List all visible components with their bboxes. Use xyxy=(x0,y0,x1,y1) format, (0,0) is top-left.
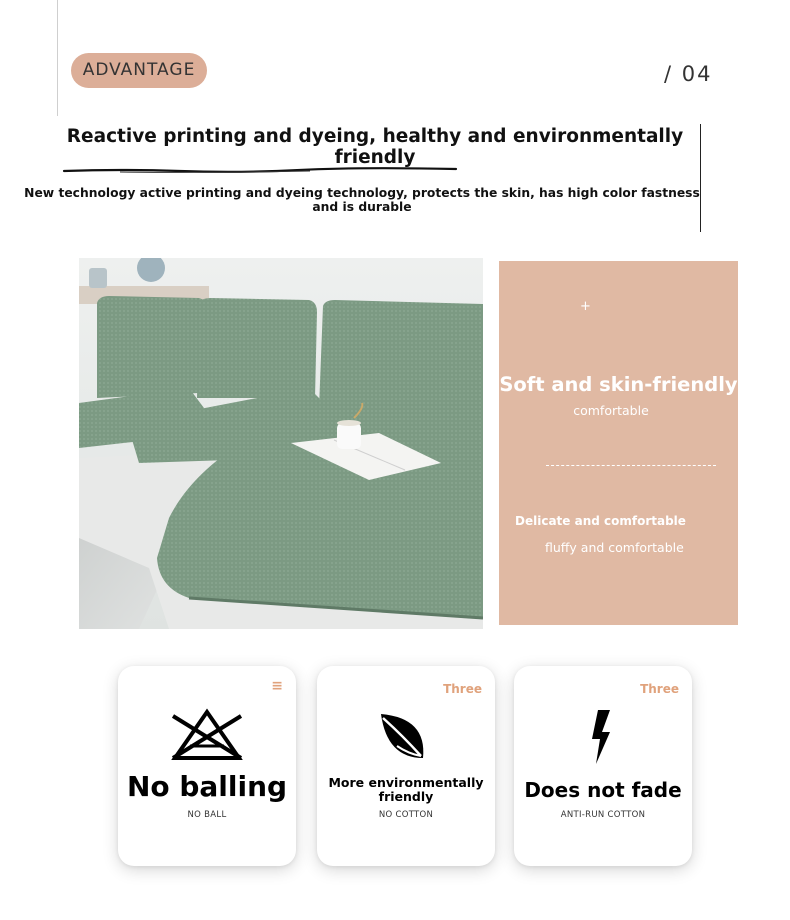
page-heading: Reactive printing and dyeing, healthy and environmentally friendly xyxy=(66,126,684,168)
plus-mark: + xyxy=(580,299,591,314)
card-caption: NO BALL xyxy=(187,810,227,820)
card-title: More environmentally friendly xyxy=(328,775,484,804)
page-subheading: New technology active printing and dyeing technology, protects the skin, has high color fastness and is durable xyxy=(24,186,700,214)
panel-dashed-divider xyxy=(546,465,716,466)
page-number: / 04 xyxy=(664,62,713,86)
feature-card-eco xyxy=(317,666,495,866)
menu-icon: ≡ xyxy=(271,678,283,694)
decor-line-left xyxy=(57,0,58,116)
feature-panel xyxy=(499,261,738,625)
panel-line-delicate: Delicate and comfortable xyxy=(515,514,686,528)
brush-stroke-divider xyxy=(60,164,460,178)
no-tumble-dry-icon xyxy=(118,706,296,764)
panel-title: Soft and skin-friendly xyxy=(499,373,738,396)
lightning-icon xyxy=(514,706,692,764)
card-caption: NO COTTON xyxy=(378,810,434,820)
card-corner-label: Three xyxy=(443,682,482,696)
card-caption: ANTI-RUN COTTON xyxy=(560,810,646,820)
panel-line-fluffy: fluffy and comfortable xyxy=(545,540,684,555)
card-title: Does not fade xyxy=(524,778,682,802)
sofa-photo xyxy=(79,258,483,629)
feature-card-no-balling xyxy=(118,666,296,866)
panel-subtitle: comfortable xyxy=(573,403,649,418)
card-title: No balling xyxy=(126,770,288,803)
card-corner-label: Three xyxy=(640,682,679,696)
advantage-badge: ADVANTAGE xyxy=(71,53,207,88)
feature-card-no-fade xyxy=(514,666,692,866)
decor-line-right xyxy=(700,124,701,232)
leaf-icon xyxy=(317,706,495,764)
